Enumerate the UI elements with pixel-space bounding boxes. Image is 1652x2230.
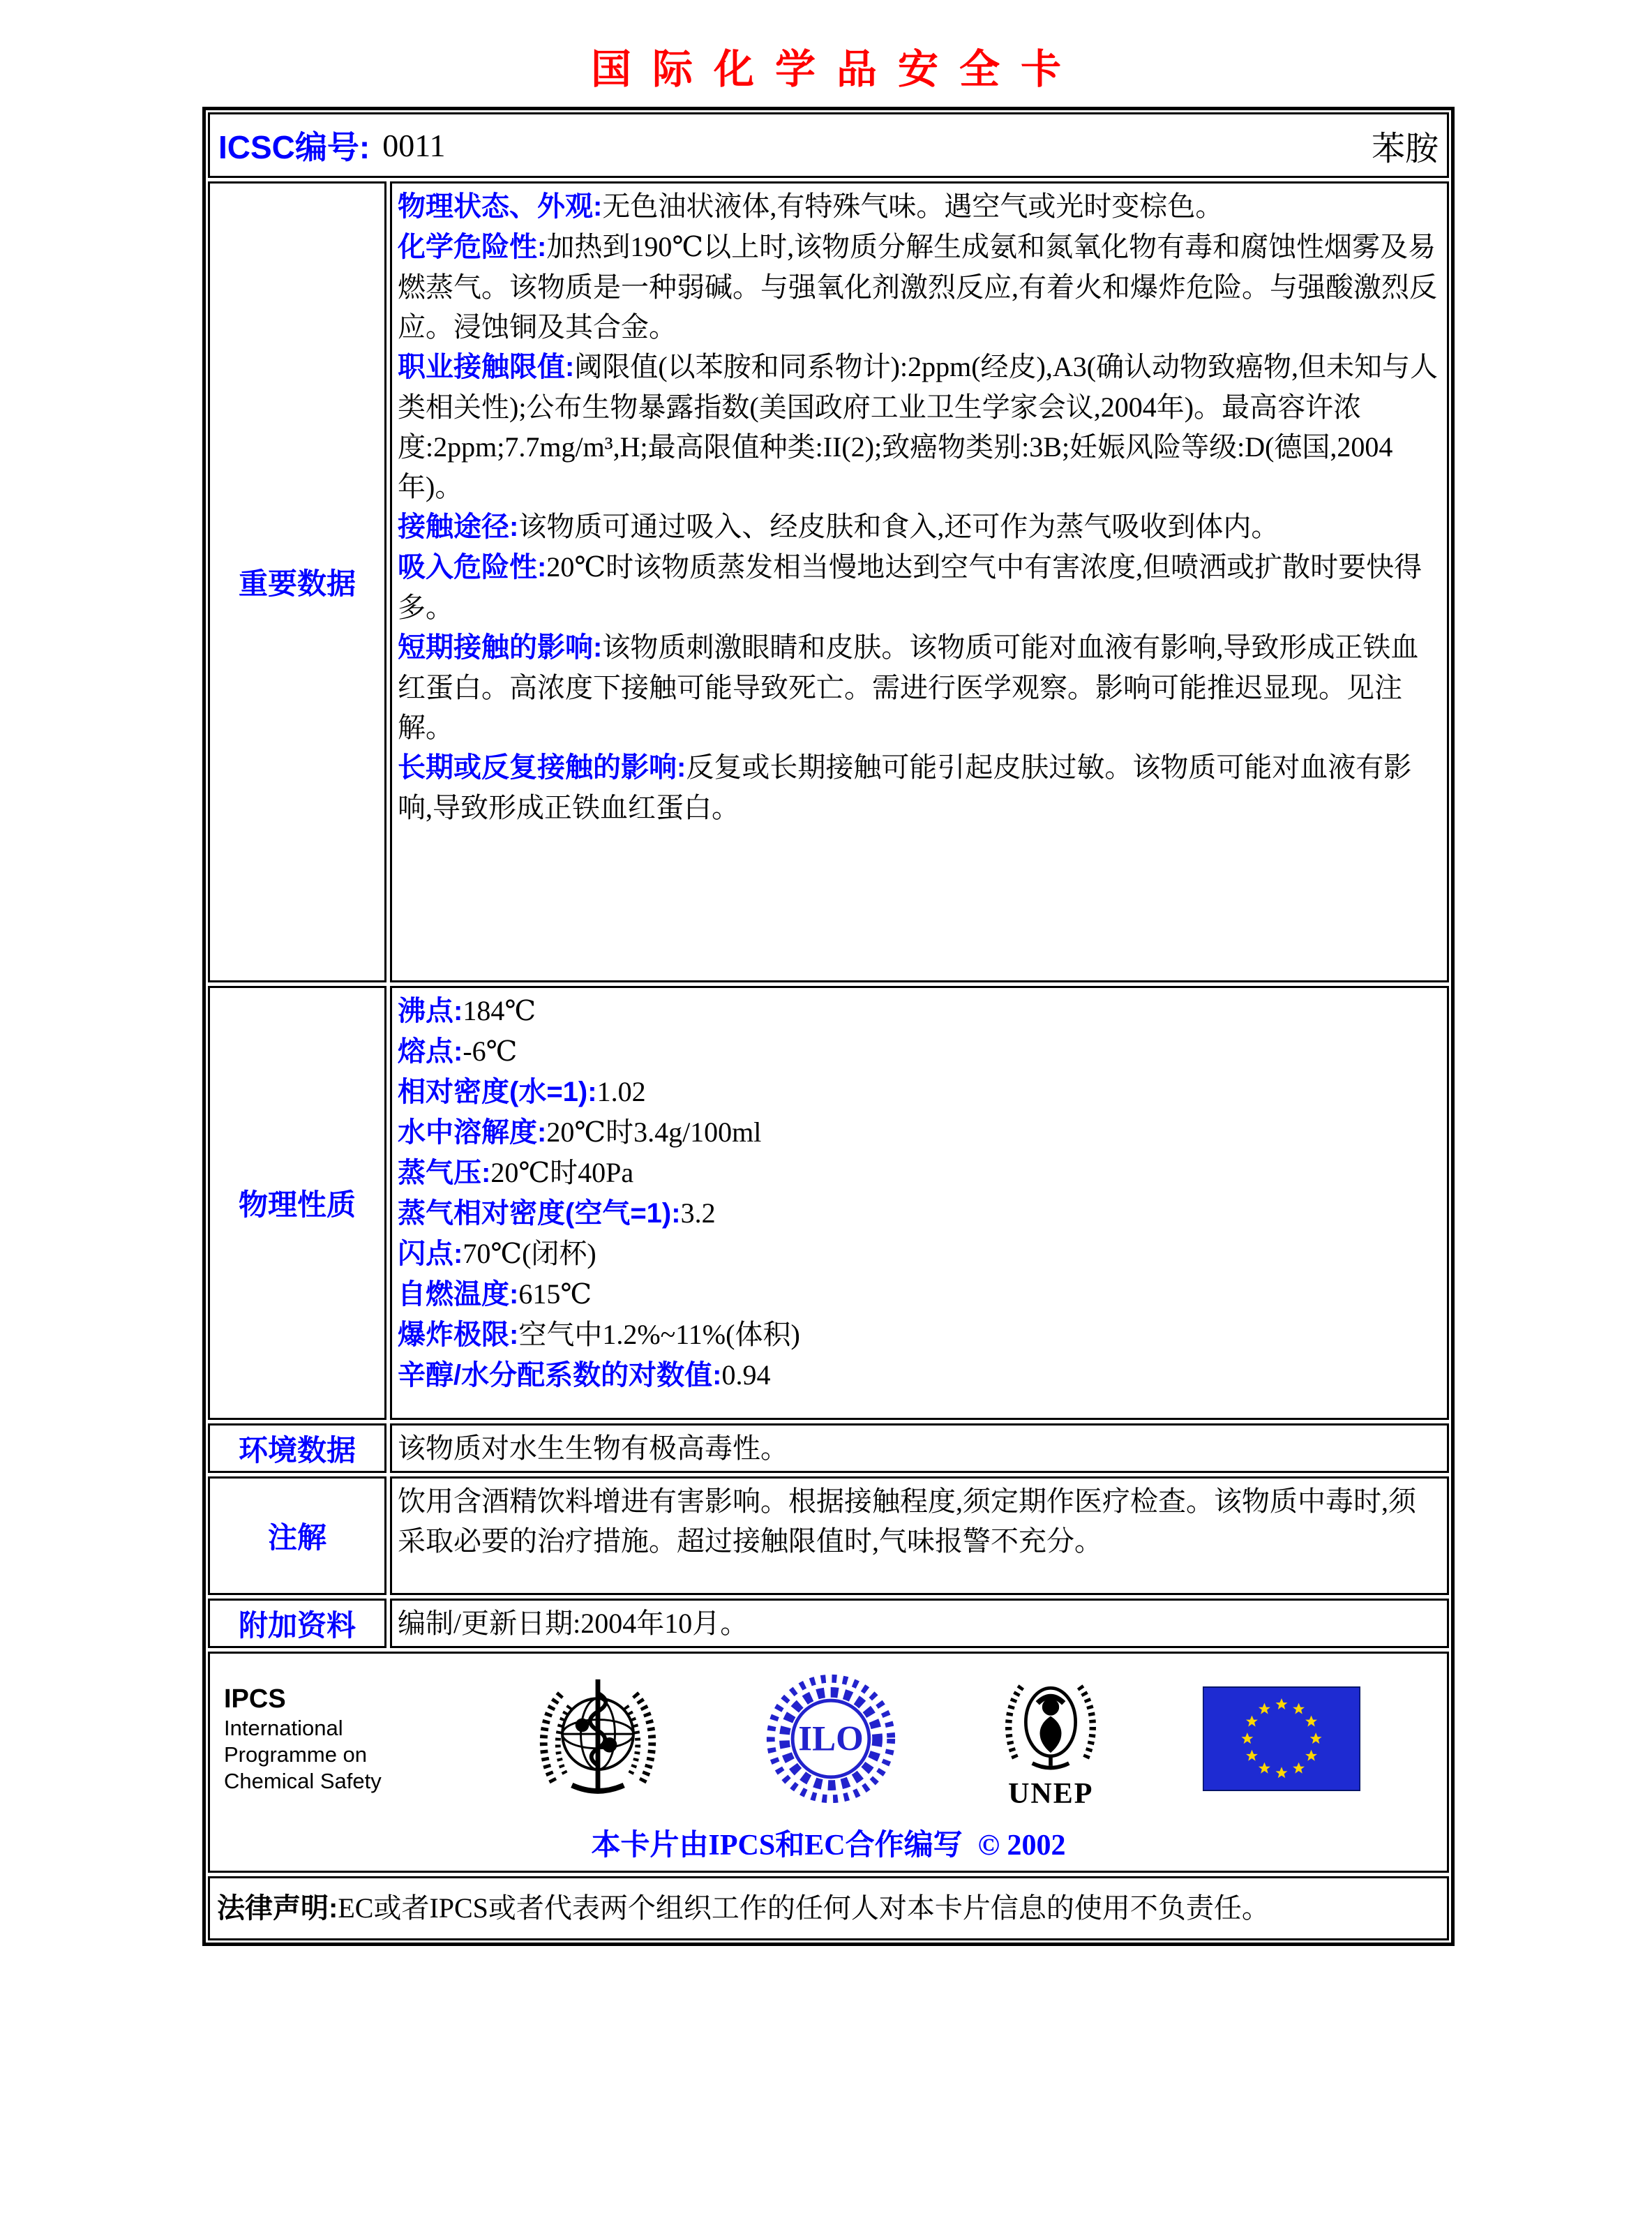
item-text: 3.2	[680, 1197, 716, 1229]
icsc-number-value: 0011	[382, 127, 446, 163]
property-item	[398, 1193, 1440, 1234]
unep-emblem-icon	[998, 1666, 1103, 1778]
data-item	[398, 747, 1440, 828]
who-logo-icon	[533, 1674, 663, 1804]
header-row	[208, 112, 1449, 178]
item-text: 该物质刺激眼睛和皮肤。该物质可能对血液有影响,导致形成正铁血红蛋白。高浓度下接触可能导致死亡。需进行医学观察。影响可能推迟显现。见注解。	[398, 631, 1419, 743]
row-label-text: 物理性质	[238, 1188, 356, 1221]
eu-flag-icon	[1203, 1686, 1360, 1791]
item-label: 蒸气相对密度(空气=1):	[398, 1198, 681, 1229]
data-item	[398, 627, 1440, 747]
property-item	[398, 1274, 1440, 1315]
data-item	[398, 227, 1440, 347]
item-label: 接触途径:	[398, 511, 519, 542]
svg-text:ILO: ILO	[797, 1719, 864, 1759]
notes-text: 饮用含酒精饮料增进有害影响。根据接触程度,须定期作医疗检查。该物质中毒时,须采取必要的治疗措施。超过接触限值时,气味报警不充分。	[398, 1486, 1416, 1557]
item-text: 615℃	[518, 1278, 592, 1310]
physical-properties-row	[208, 986, 1449, 1420]
item-label: 熔点:	[398, 1036, 463, 1067]
icsc-card	[202, 107, 1455, 1946]
ilo-logo-icon	[763, 1670, 899, 1807]
property-item	[398, 1153, 1440, 1193]
data-item	[398, 507, 1440, 547]
legal-text: EC或者IPCS或者代表两个组织工作的任何人对本卡片信息的使用不负责任。	[338, 1892, 1270, 1924]
physical-properties-content	[390, 986, 1449, 1420]
ipcs-line3: Chemical Safety	[224, 1768, 382, 1793]
chemical-name: 苯胺	[1371, 130, 1439, 167]
item-label: 闪点:	[398, 1239, 463, 1269]
ipcs-line2: Programme on	[224, 1742, 368, 1767]
item-text: 阈限值(以苯胺和同系物计):2ppm(经皮),A3(确认动物致癌物,但未知与人类相关性);公布生物暴露指数(美国政府工业卫生学家会议,2004年)。最高容许浓度:2ppm;7.7mg/m³,H;最高限值种类:II(2);致癌物类别:3B;妊娠风险等级:D(德国,2004年)。	[398, 351, 1439, 502]
item-label: 化学危险性:	[398, 232, 547, 262]
property-item	[398, 1031, 1440, 1072]
cooperation-caption	[220, 1822, 1437, 1864]
item-label: 吸入危险性:	[398, 552, 547, 583]
item-text: 20℃时该物质蒸发相当慢地达到空气中有害浓度,但喷洒或扩散时要快得多。	[398, 551, 1422, 623]
data-item	[398, 347, 1440, 507]
item-label: 职业接触限值:	[398, 352, 575, 382]
ipcs-acronym: IPCS	[224, 1684, 286, 1714]
important-data-row	[208, 181, 1449, 982]
item-text: 加热到190℃以上时,该物质分解生成氨和氮氧化物有毒和腐蚀性烟雾及易燃蒸气。该物质是一种弱碱。与强氧化剂激烈反应,有着火和爆炸危险。与强酸激烈反应。浸蚀铜及其合金。	[398, 231, 1437, 343]
row-label-text: 附加资料	[238, 1608, 356, 1642]
item-text: 空气中1.2%~11%(体积)	[518, 1319, 800, 1350]
item-text: 该物质可通过吸入、经皮肤和食入,还可作为蒸气吸收到体内。	[518, 511, 1279, 542]
item-label: 相对密度(水=1):	[398, 1077, 597, 1107]
item-text: 0.94	[721, 1359, 771, 1391]
ipcs-line1: International	[224, 1715, 343, 1740]
data-item	[398, 186, 1440, 227]
environmental-data-content	[390, 1423, 1449, 1473]
item-text: 20℃时40Pa	[490, 1157, 634, 1188]
cooperation-text: 本卡片由IPCS和EC合作编写	[591, 1829, 963, 1862]
logos-cell	[208, 1652, 1449, 1873]
legal-cell	[208, 1876, 1449, 1940]
property-item	[398, 1355, 1440, 1395]
row-label-notes	[208, 1476, 386, 1595]
logos-strip	[220, 1666, 1437, 1811]
item-label: 蒸气压:	[398, 1158, 491, 1188]
data-item	[398, 547, 1440, 627]
item-label: 短期接触的影响:	[398, 632, 603, 663]
property-item	[398, 1072, 1440, 1112]
copyright-year: © 2002	[977, 1829, 1066, 1862]
item-label: 长期或反复接触的影响:	[398, 752, 686, 783]
item-text: 反复或长期接触可能引起皮肤过敏。该物质可能对血液有影响,导致形成正铁血红蛋白。	[398, 751, 1412, 823]
row-label-text: 环境数据	[238, 1433, 356, 1467]
unep-logo	[998, 1666, 1103, 1811]
icsc-number-label: ICSC编号:	[218, 129, 370, 165]
item-label: 沸点:	[398, 996, 463, 1026]
notes-row	[208, 1476, 1449, 1595]
property-item	[398, 1112, 1440, 1153]
notes-content	[390, 1476, 1449, 1595]
item-text: 1.02	[596, 1076, 646, 1107]
environmental-data-text: 该物质对水生生物有极高毒性。	[398, 1432, 788, 1464]
item-text: 20℃时3.4g/100ml	[546, 1116, 762, 1148]
item-label: 爆炸极限:	[398, 1319, 519, 1350]
item-label: 水中溶解度:	[398, 1117, 547, 1148]
header-cell	[208, 112, 1449, 178]
row-label-text: 重要数据	[238, 567, 356, 600]
additional-info-row	[208, 1599, 1449, 1648]
page-title: 国际化学品安全卡	[590, 47, 1082, 92]
property-item	[398, 1315, 1440, 1355]
additional-info-content	[390, 1599, 1449, 1648]
row-label-text: 注解	[267, 1521, 326, 1554]
unep-label: UNEP	[1008, 1778, 1094, 1810]
item-label: 物理状态、外观:	[398, 191, 603, 222]
property-item	[398, 991, 1440, 1031]
item-text: 184℃	[463, 995, 536, 1026]
item-text: 无色油状液体,有特殊气味。遇空气或光时变棕色。	[602, 190, 1224, 222]
item-text: 70℃(闭杯)	[463, 1238, 596, 1269]
item-text: -6℃	[463, 1035, 518, 1067]
row-label-important-data	[208, 181, 386, 982]
logos-row	[208, 1652, 1449, 1873]
row-label-physical-properties	[208, 986, 386, 1420]
property-item	[398, 1234, 1440, 1274]
item-label: 自燃温度:	[398, 1279, 519, 1310]
item-label: 辛醇/水分配系数的对数值:	[398, 1360, 722, 1391]
legal-row	[208, 1876, 1449, 1940]
row-label-environmental-data	[208, 1423, 386, 1473]
ipcs-wordmark	[224, 1683, 433, 1795]
legal-label: 法律声明:	[217, 1893, 338, 1924]
environmental-data-row	[208, 1423, 1449, 1473]
additional-info-text: 2004年10月。	[580, 1608, 749, 1639]
row-label-additional-info	[208, 1599, 386, 1648]
important-data-content	[390, 181, 1449, 982]
additional-info-label: 编制/更新日期:	[398, 1608, 581, 1639]
